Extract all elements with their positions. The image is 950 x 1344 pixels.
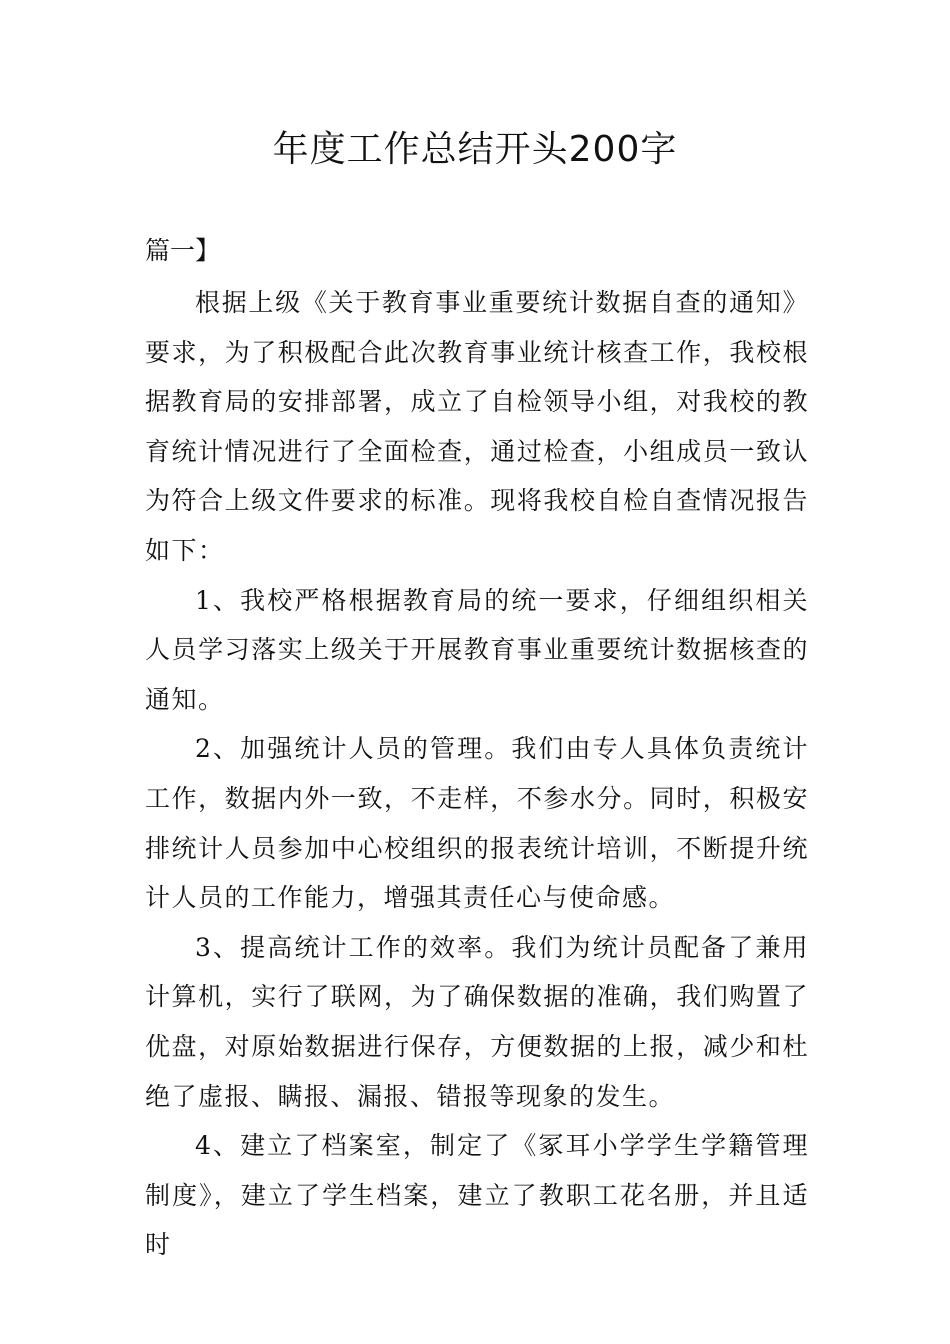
paragraph-item-3: 3、提高统计工作的效率。我们为统计员配备了兼用计算机，实行了联网，为了确保数据的准确，我们购置了优盘，对原始数据进行保存，方便数据的上报，减少和杜绝了虚报、瞒报、漏报、错报等现象的发生。 bbox=[145, 932, 809, 1111]
paragraph-item-1: 1、我校严格根据教育局的统一要求，仔细组织相关人员学习落实上级关于开展教育事业重要统计数据核查的通知。 bbox=[145, 585, 809, 714]
document-title: 年度工作总结开头200字 bbox=[272, 129, 678, 170]
paragraph-intro: 根据上级《关于教育事业重要统计数据自查的通知》要求，为了积极配合此次教育事业统计核查工作，我校根据教育局的安排部署，成立了自检领导小组，对我校的教育统计情况进行了全面检查，通过检查，小组成员一致认为符合上级文件要求的标准。现将我校自检自查情况报告如下： bbox=[145, 288, 809, 565]
paragraph-item-2: 2、加强统计人员的管理。我们由专人具体负责统计工作，数据内外一致，不走样，不参水分。同时，积极安排统计人员参加中心校组织的报表统计培训，不断提升统计人员的工作能力，增强其责任心与使命感。 bbox=[145, 734, 809, 913]
paragraph-item-4: 4、建立了档案室，制定了《冢耳小学学生学籍管理制度》，建立了学生档案，建立了教职工花名册，并且适时 bbox=[145, 1131, 809, 1260]
section-label: 篇一】 bbox=[145, 236, 221, 265]
document-body bbox=[145, 278, 809, 1270]
